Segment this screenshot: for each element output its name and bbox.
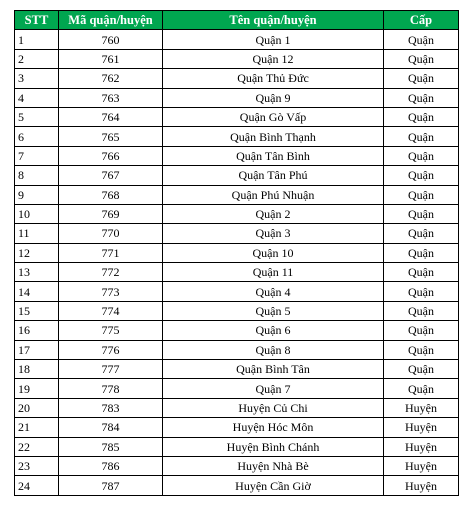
table-row xyxy=(15,321,459,340)
table-row xyxy=(15,437,459,456)
cell-level: Huyện xyxy=(384,398,459,417)
cell-stt: 9 xyxy=(15,185,59,204)
cell-level: Quận xyxy=(384,340,459,359)
cell-name: Quận Bình Tân xyxy=(163,360,384,379)
cell-level: Quận xyxy=(384,107,459,126)
cell-level: Quận xyxy=(384,263,459,282)
table-row xyxy=(15,243,459,262)
cell-name: Quận 4 xyxy=(163,282,384,301)
cell-code: 761 xyxy=(59,49,163,68)
cell-code: 787 xyxy=(59,476,163,495)
district-table xyxy=(14,10,459,496)
cell-stt: 22 xyxy=(15,437,59,456)
cell-level: Quận xyxy=(384,301,459,320)
table-row xyxy=(15,204,459,223)
cell-stt: 3 xyxy=(15,69,59,88)
cell-level: Quận xyxy=(384,321,459,340)
cell-code: 783 xyxy=(59,398,163,417)
table-row xyxy=(15,107,459,126)
cell-name: Quận 10 xyxy=(163,243,384,262)
cell-name: Quận 11 xyxy=(163,263,384,282)
cell-level: Quận xyxy=(384,224,459,243)
cell-stt: 5 xyxy=(15,107,59,126)
cell-code: 769 xyxy=(59,204,163,223)
cell-level: Quận xyxy=(384,146,459,165)
cell-name: Quận Gò Vấp xyxy=(163,107,384,126)
cell-stt: 16 xyxy=(15,321,59,340)
cell-code: 766 xyxy=(59,146,163,165)
cell-level: Quận xyxy=(384,360,459,379)
cell-stt: 4 xyxy=(15,88,59,107)
cell-stt: 18 xyxy=(15,360,59,379)
cell-level: Quận xyxy=(384,166,459,185)
table-row xyxy=(15,379,459,398)
cell-name: Quận 7 xyxy=(163,379,384,398)
cell-stt: 13 xyxy=(15,263,59,282)
cell-code: 764 xyxy=(59,107,163,126)
table-row xyxy=(15,360,459,379)
cell-code: 784 xyxy=(59,418,163,437)
table-row xyxy=(15,185,459,204)
cell-code: 785 xyxy=(59,437,163,456)
table-row xyxy=(15,398,459,417)
cell-stt: 14 xyxy=(15,282,59,301)
cell-name: Huyện Cần Giờ xyxy=(163,476,384,495)
cell-level: Huyện xyxy=(384,456,459,475)
cell-name: Quận 9 xyxy=(163,88,384,107)
cell-level: Quận xyxy=(384,69,459,88)
cell-code: 762 xyxy=(59,69,163,88)
cell-stt: 20 xyxy=(15,398,59,417)
table-row xyxy=(15,263,459,282)
cell-stt: 23 xyxy=(15,456,59,475)
cell-level: Quận xyxy=(384,243,459,262)
cell-level: Huyện xyxy=(384,418,459,437)
table-row xyxy=(15,146,459,165)
cell-stt: 21 xyxy=(15,418,59,437)
cell-name: Huyện Bình Chánh xyxy=(163,437,384,456)
header-code: Mã quận/huyện xyxy=(59,11,163,30)
cell-stt: 12 xyxy=(15,243,59,262)
cell-name: Quận 3 xyxy=(163,224,384,243)
cell-name: Quận 8 xyxy=(163,340,384,359)
cell-code: 774 xyxy=(59,301,163,320)
cell-stt: 15 xyxy=(15,301,59,320)
cell-code: 786 xyxy=(59,456,163,475)
cell-name: Quận Tân Bình xyxy=(163,146,384,165)
table-row xyxy=(15,224,459,243)
cell-level: Quận xyxy=(384,204,459,223)
cell-stt: 7 xyxy=(15,146,59,165)
cell-name: Quận Thủ Đức xyxy=(163,69,384,88)
table-row xyxy=(15,301,459,320)
header-stt: STT xyxy=(15,11,59,30)
header-level: Cấp xyxy=(384,11,459,30)
cell-level: Quận xyxy=(384,30,459,49)
cell-name: Quận Tân Phú xyxy=(163,166,384,185)
cell-stt: 17 xyxy=(15,340,59,359)
table-row xyxy=(15,476,459,495)
cell-name: Quận 12 xyxy=(163,49,384,68)
cell-stt: 19 xyxy=(15,379,59,398)
cell-name: Quận 6 xyxy=(163,321,384,340)
cell-code: 775 xyxy=(59,321,163,340)
cell-level: Quận xyxy=(384,127,459,146)
cell-level: Quận xyxy=(384,185,459,204)
table-row xyxy=(15,127,459,146)
table-row xyxy=(15,418,459,437)
cell-name: Huyện Hóc Môn xyxy=(163,418,384,437)
cell-stt: 11 xyxy=(15,224,59,243)
cell-name: Huyện Nhà Bè xyxy=(163,456,384,475)
cell-code: 776 xyxy=(59,340,163,359)
table-row xyxy=(15,30,459,49)
table-body xyxy=(15,30,459,495)
cell-stt: 2 xyxy=(15,49,59,68)
cell-level: Huyện xyxy=(384,476,459,495)
cell-level: Quận xyxy=(384,49,459,68)
cell-name: Quận Phú Nhuận xyxy=(163,185,384,204)
cell-level: Quận xyxy=(384,88,459,107)
table-row xyxy=(15,166,459,185)
cell-code: 773 xyxy=(59,282,163,301)
cell-name: Quận 5 xyxy=(163,301,384,320)
cell-stt: 1 xyxy=(15,30,59,49)
table-row xyxy=(15,282,459,301)
cell-code: 763 xyxy=(59,88,163,107)
cell-code: 768 xyxy=(59,185,163,204)
cell-code: 771 xyxy=(59,243,163,262)
header-name: Tên quận/huyện xyxy=(163,11,384,30)
cell-stt: 6 xyxy=(15,127,59,146)
cell-name: Quận 1 xyxy=(163,30,384,49)
cell-level: Quận xyxy=(384,379,459,398)
cell-name: Huyện Củ Chi xyxy=(163,398,384,417)
table-row xyxy=(15,69,459,88)
table-row xyxy=(15,88,459,107)
cell-stt: 24 xyxy=(15,476,59,495)
cell-code: 777 xyxy=(59,360,163,379)
table-header xyxy=(15,11,459,30)
cell-code: 767 xyxy=(59,166,163,185)
cell-name: Quận Bình Thạnh xyxy=(163,127,384,146)
cell-code: 770 xyxy=(59,224,163,243)
cell-code: 778 xyxy=(59,379,163,398)
cell-stt: 8 xyxy=(15,166,59,185)
cell-name: Quận 2 xyxy=(163,204,384,223)
table-row xyxy=(15,456,459,475)
cell-level: Quận xyxy=(384,282,459,301)
cell-code: 765 xyxy=(59,127,163,146)
cell-level: Huyện xyxy=(384,437,459,456)
cell-stt: 10 xyxy=(15,204,59,223)
header-row xyxy=(15,11,459,30)
cell-code: 772 xyxy=(59,263,163,282)
table-row xyxy=(15,49,459,68)
cell-code: 760 xyxy=(59,30,163,49)
table-row xyxy=(15,340,459,359)
